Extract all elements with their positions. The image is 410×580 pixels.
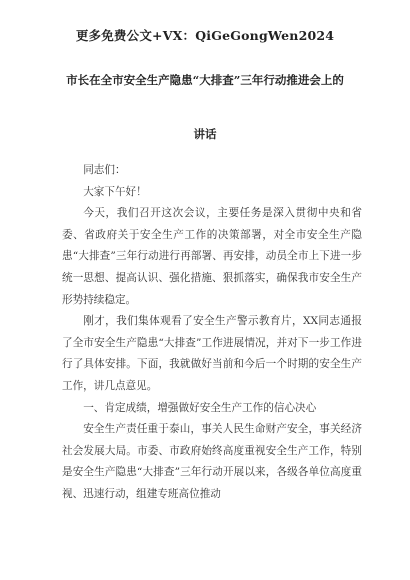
greeting: 大家下午好！ [83,185,147,198]
section-heading: 一、肯定成绩，增强做好安全生产工作的信心决心 [83,401,317,414]
body-paragraph: 今天，我们召开这次会议，主要任务是深入贯彻中央和省委、省政府关于安全生产工作的决策部署，对全市安全生产隐患“大排查”三年行动进行再部署、再安排，动员全市上下进一步统一思想、提高认识、强化措施、狠抓落实，确保我市安全生产形势持续稳定。 [62,207,362,306]
salutation: 同志们： [83,164,126,176]
document-title: 市长在全市安全生产隐患“大排查”三年行动推进会上的 [66,73,344,87]
body-paragraph: 刚才，我们集体观看了安全生产警示教育片，XX同志通报了全市安全生产隐患“大排查”工作进展情况，并对下一步工作进行了具体安排。下面，我就做好当前和今后一个时期的安全生产工作，讲几点意见。 [62,315,362,392]
watermark-header: 更多免费公文+VX：QiGeGongWen2024 [75,28,335,43]
body-paragraph: 安全生产责任重于泰山，事关人民生命财产安全，事关经济社会发展大局。市委、市政府始终高度重视安全生产工作，特别是安全生产隐患“大排查”三年行动开展以来，各级各单位高度重视、迅速行动，组建专班高位推动 [62,423,362,500]
document-subtitle: 讲话 [193,127,217,141]
document-body [62,160,362,506]
